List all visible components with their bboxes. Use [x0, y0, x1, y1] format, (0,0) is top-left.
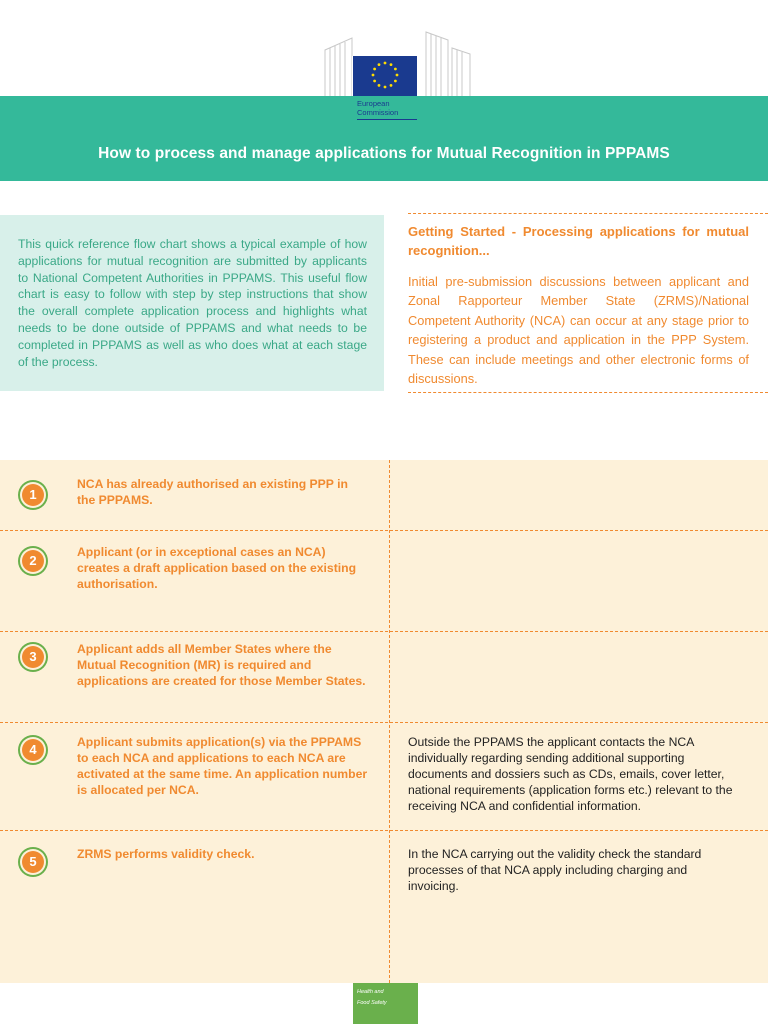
step-note: Outside the PPPAMS the applicant contacts the NCA individually regarding sending additional supporting documents and dossiers such as CDs, emails, cover letter, national requirements (application forms etc.) relevant to the receiving NCA and confidential information.	[408, 735, 733, 813]
divider	[408, 213, 768, 214]
step-number-badge: 1	[22, 484, 44, 506]
getting-started-section	[408, 213, 768, 393]
intro-text: This quick reference flow chart shows a typical example of how applications for mutual recognition are submitted by applicants to National Competent Authorities in PPPAMS. This useful flow chart is easy to follow with step by step instructions that show the overall complete application process and highlights what needs to be done outside of PPPAMS and what needs to be completed in PPPAMS as well as who does what at each stage of the process.	[18, 237, 367, 369]
step-number-badge: 3	[22, 646, 44, 668]
step-number-badge: 5	[22, 851, 44, 873]
getting-started-text: Initial pre-submission discussions between applicant and Zonal Rapporteur Member State (ZRMS)/National Competent Authority (NCA) can occur at any stage prior to registering a product and application in the PPP System. These can include meetings and other electronic forms of discussions.	[408, 274, 749, 387]
intro-box	[0, 215, 384, 391]
step-number-badge: 4	[22, 739, 44, 761]
footer-badge-line-2: Food Safety	[357, 1000, 387, 1006]
logo-underline	[357, 119, 417, 120]
step-text: Applicant (or in exceptional cases an NCA) creates a draft application based on the existing authorisation.	[77, 545, 357, 591]
step-text: ZRMS performs validity check.	[77, 847, 255, 861]
getting-started-heading: Getting Started - Processing applications for mutual recognition...	[408, 224, 749, 258]
step-row-3	[0, 632, 768, 723]
footer-badge-text	[357, 987, 387, 1009]
step-text: Applicant adds all Member States where the Mutual Recognition (MR) is required and applications are created for those Member States.	[77, 642, 366, 688]
steps-table	[0, 460, 768, 983]
divider	[408, 392, 768, 393]
eu-flag-icon	[353, 56, 417, 97]
step-row-2	[0, 531, 768, 632]
step-row-1	[0, 460, 768, 531]
step-text: Applicant submits application(s) via the PPPAMS to each NCA and applications to each NCA are activated at the same time. An application number is allocated per NCA.	[77, 735, 368, 797]
footer-badge-line-1: Health and	[357, 989, 384, 995]
step-note: In the NCA carrying out the validity check the standard processes of that NCA apply including charging and invoicing.	[408, 847, 702, 893]
page-title: How to process and manage applications for Mutual Recognition in PPPAMS	[98, 145, 670, 162]
step-row-5	[0, 831, 768, 983]
logo-line-1: European	[357, 99, 390, 108]
step-row-4	[0, 723, 768, 831]
step-text: NCA has already authorised an existing PPP in the PPPAMS.	[77, 477, 348, 507]
logo-line-2: Commission	[357, 108, 399, 117]
step-number-badge: 2	[22, 550, 44, 572]
footer-badge	[353, 983, 418, 1024]
logo-wordmark	[357, 99, 398, 117]
